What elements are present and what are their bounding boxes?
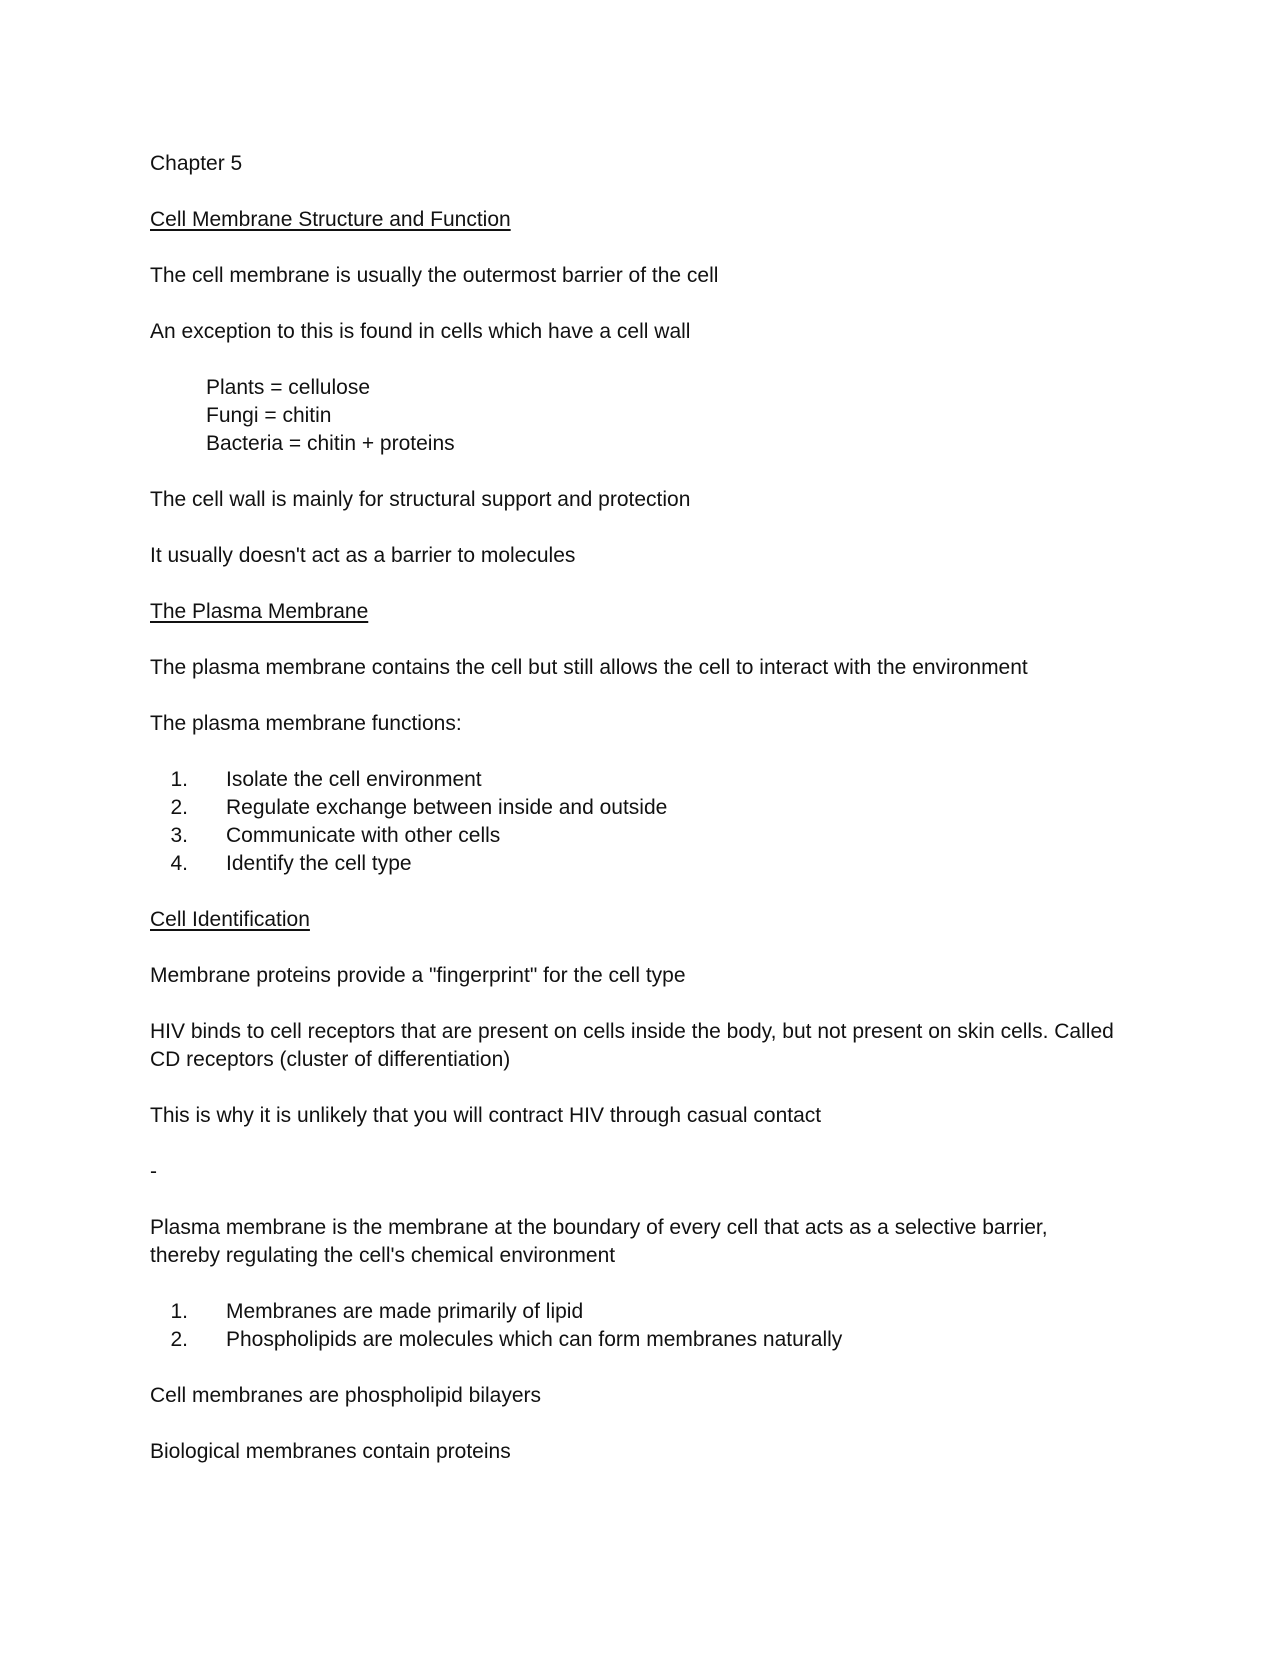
cell-wall-fungi: Fungi = chitin — [206, 404, 332, 427]
paragraph-hiv-line-2: CD receptors (cluster of differentiation) — [150, 1048, 511, 1071]
list-text: Identify the cell type — [226, 852, 412, 875]
list-text: Regulate exchange between inside and outside — [226, 796, 668, 819]
list-number: 4. — [170, 852, 188, 875]
list-number: 3. — [170, 824, 188, 847]
heading-cell-identification: Cell Identification — [150, 908, 310, 931]
list-item — [150, 794, 1150, 822]
list-item — [150, 1298, 1150, 1326]
paragraph-functions: The plasma membrane functions: — [150, 712, 462, 735]
heading-plasma-membrane: The Plasma Membrane — [150, 600, 369, 623]
paragraph-fingerprint: Membrane proteins provide a "fingerprint" for the cell type — [150, 964, 686, 987]
list-text: Communicate with other cells — [226, 824, 501, 847]
list-text: Isolate the cell environment — [226, 768, 482, 791]
heading-membrane-structure: Cell Membrane Structure and Function — [150, 208, 511, 231]
chapter-label: Chapter 5 — [150, 152, 243, 175]
list-item — [150, 822, 1150, 850]
list-item — [150, 850, 1150, 878]
paragraph-contains: The plasma membrane contains the cell but still allows the cell to interact with the environment — [150, 656, 1028, 679]
cell-wall-bacteria: Bacteria = chitin + proteins — [206, 432, 455, 455]
paragraph-not-barrier: It usually doesn't act as a barrier to molecules — [150, 544, 576, 567]
paragraph-bilayers: Cell membranes are phospholipid bilayers — [150, 1384, 542, 1407]
list-number: 1. — [170, 768, 188, 791]
list-item — [150, 1326, 1150, 1354]
paragraph-plasma-definition-line-2: thereby regulating the cell's chemical environment — [150, 1244, 616, 1267]
paragraph-casual-contact: This is why it is unlikely that you will contract HIV through casual contact — [150, 1104, 822, 1127]
list-text: Membranes are made primarily of lipid — [226, 1300, 584, 1323]
paragraph-proteins: Biological membranes contain proteins — [150, 1440, 511, 1463]
list-number: 2. — [170, 1328, 188, 1351]
dash-separator: - — [150, 1160, 157, 1183]
list-number: 2. — [170, 796, 188, 819]
list-item — [150, 766, 1150, 794]
cell-wall-plants: Plants = cellulose — [206, 376, 371, 399]
paragraph-plasma-definition-line-1: Plasma membrane is the membrane at the boundary of every cell that acts as a selective barrier, — [150, 1216, 1048, 1239]
paragraph-wall-support: The cell wall is mainly for structural support and protection — [150, 488, 691, 511]
list-number: 1. — [170, 1300, 188, 1323]
document-page — [150, 150, 1150, 1466]
list-text: Phospholipids are molecules which can form membranes naturally — [226, 1328, 843, 1351]
paragraph-outermost: The cell membrane is usually the outermost barrier of the cell — [150, 264, 719, 287]
paragraph-hiv-line-1: HIV binds to cell receptors that are present on cells inside the body, but not present on skin cells. Called — [150, 1020, 1114, 1043]
paragraph-exception: An exception to this is found in cells which have a cell wall — [150, 320, 691, 343]
